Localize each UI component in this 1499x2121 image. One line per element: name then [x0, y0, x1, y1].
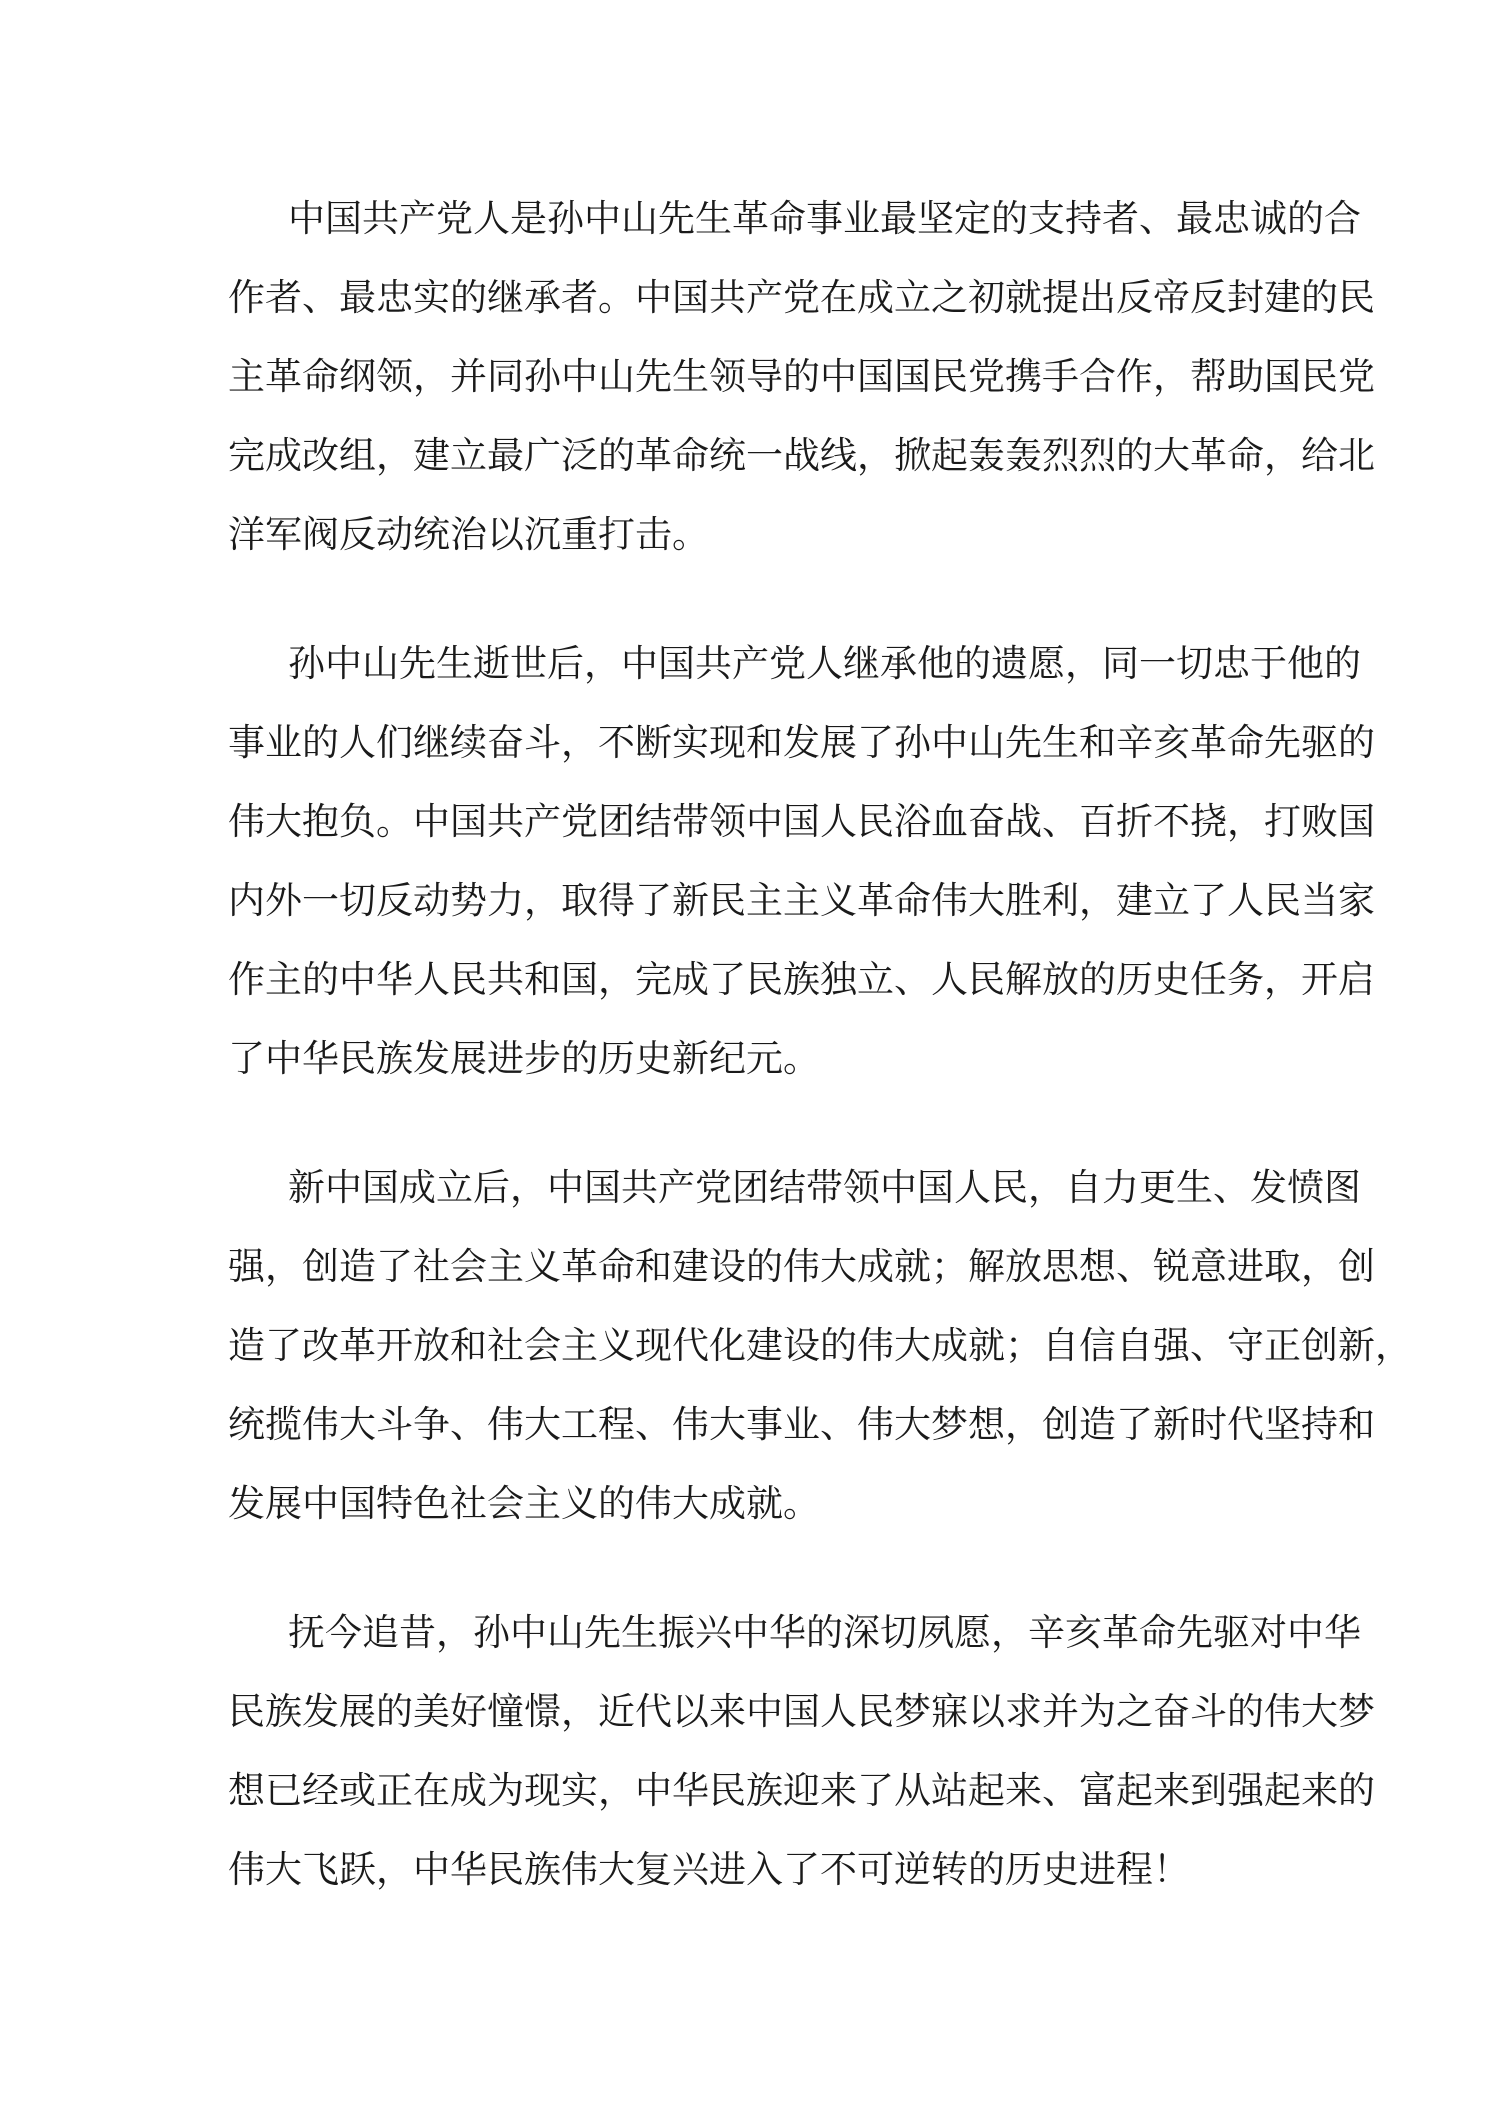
paragraph-1-line-2: 作者、最忠实的继承者。中国共产党在成立之初就提出反帝反封建的民 — [228, 276, 1375, 319]
paragraph-3-line-1: 新中国成立后，中国共产党团结带领中国人民，自力更生、发愤图 — [288, 1166, 1361, 1209]
paragraph-2-line-1: 孙中山先生逝世后，中国共产党人继承他的遗愿，同一切忠于他的 — [288, 642, 1361, 685]
paragraph-3-line-3: 造了改革开放和社会主义现代化建设的伟大成就；自信自强、守正创新， — [228, 1324, 1412, 1367]
paragraph-2-line-2: 事业的人们继续奋斗，不断实现和发展了孙中山先生和辛亥革命先驱的 — [228, 721, 1375, 764]
paragraph-3-line-5: 发展中国特色社会主义的伟大成就。 — [228, 1482, 820, 1525]
paragraph-4-line-3: 想已经或正在成为现实，中华民族迎来了从站起来、富起来到强起来的 — [228, 1769, 1375, 1812]
paragraph-4-line-2: 民族发展的美好憧憬，近代以来中国人民梦寐以求并为之奋斗的伟大梦 — [228, 1690, 1375, 1733]
paragraph-2-line-3: 伟大抱负。中国共产党团结带领中国人民浴血奋战、百折不挠，打败国 — [228, 800, 1375, 843]
paragraph-2-line-6: 了中华民族发展进步的历史新纪元。 — [228, 1037, 820, 1080]
paragraph-1-line-5: 洋军阀反动统治以沉重打击。 — [228, 513, 709, 556]
paragraph-2-line-4: 内外一切反动势力，取得了新民主主义革命伟大胜利，建立了人民当家 — [228, 879, 1375, 922]
paragraph-1-line-4: 完成改组，建立最广泛的革命统一战线，掀起轰轰烈烈的大革命，给北 — [228, 434, 1375, 477]
paragraph-1-line-3: 主革命纲领，并同孙中山先生领导的中国国民党携手合作，帮助国民党 — [228, 355, 1375, 398]
paragraph-3-line-4: 统揽伟大斗争、伟大工程、伟大事业、伟大梦想，创造了新时代坚持和 — [228, 1403, 1375, 1446]
paragraph-1-line-1: 中国共产党人是孙中山先生革命事业最坚定的支持者、最忠诚的合 — [288, 197, 1361, 240]
paragraph-4-line-1: 抚今追昔，孙中山先生振兴中华的深切夙愿，辛亥革命先驱对中华 — [288, 1611, 1361, 1654]
paragraph-2-line-5: 作主的中华人民共和国，完成了民族独立、人民解放的历史任务，开启 — [228, 958, 1375, 1001]
paragraph-3-line-2: 强，创造了社会主义革命和建设的伟大成就；解放思想、锐意进取，创 — [228, 1245, 1375, 1288]
paragraph-4-line-4: 伟大飞跃，中华民族伟大复兴进入了不可逆转的历史进程！ — [228, 1848, 1190, 1891]
